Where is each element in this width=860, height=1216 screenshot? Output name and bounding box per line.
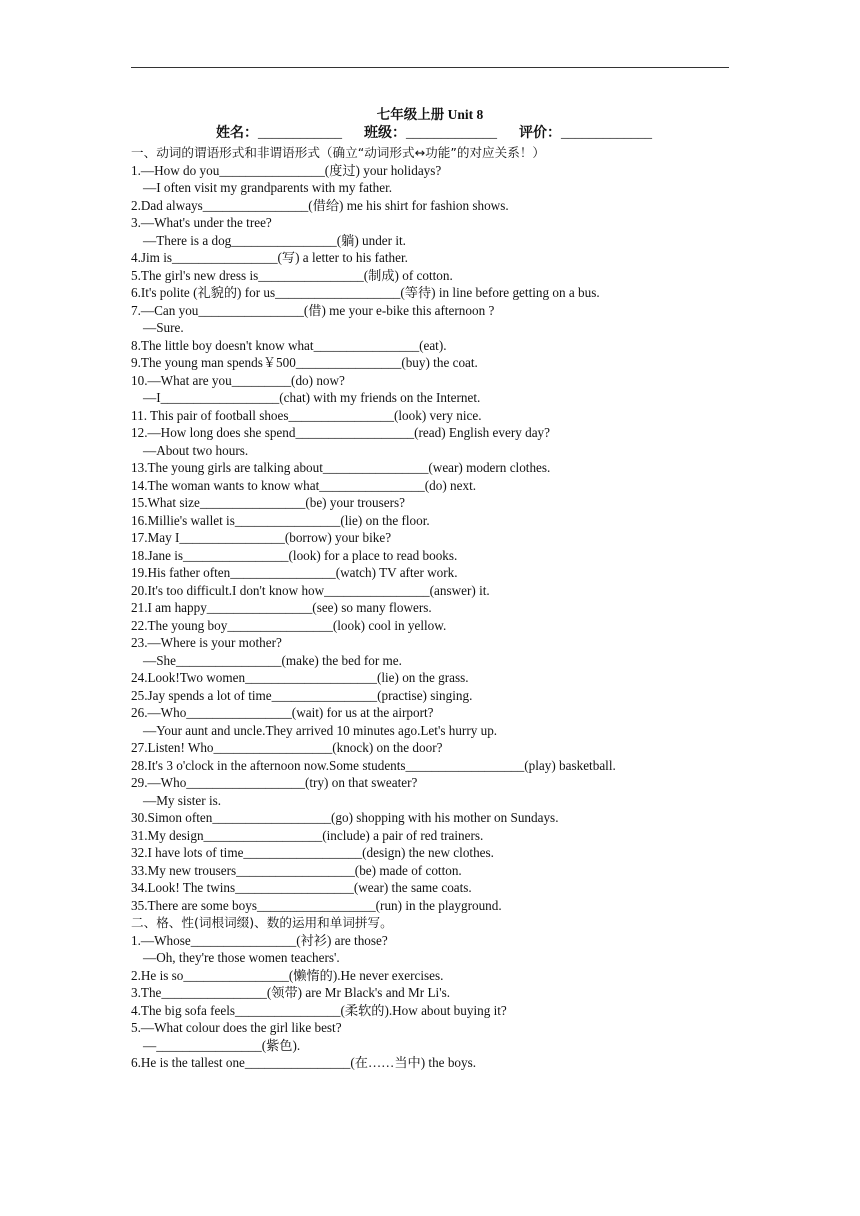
section-heading: 一、动词的谓语形式和非谓语形式（确立“动词形式↔功能”的对应关系！） xyxy=(131,145,546,160)
answer-line: —I__________________(chat) with my friends on the Internet. xyxy=(143,390,481,405)
answer-line: —There is a dog________________(躺) under it. xyxy=(143,232,406,248)
question-line: 31.My design__________________(include) a pair of red trainers. xyxy=(131,827,484,843)
eval-blank: _____________ xyxy=(561,126,652,141)
question-line: 7.—Can you________________(借) me your e-bike this afternoon ? xyxy=(131,302,495,318)
question-line: 16.Millie's wallet is________________(lie) on the floor. xyxy=(131,512,430,528)
question-line: 4.The big sofa feels________________(柔软的).How about buying it? xyxy=(131,1002,507,1018)
answer-line: —Oh, they're those women teachers'. xyxy=(143,950,340,965)
question-line: 33.My new trousers__________________(be) made of cotton. xyxy=(131,862,462,878)
question-line: 35.There are some boys__________________(run) in the playground. xyxy=(131,897,502,913)
question-line: 25.Jay spends a lot of time________________(practise) singing. xyxy=(131,687,473,703)
question-line: 20.It's too difficult.I don't know how________________(answer) it. xyxy=(131,582,490,598)
question-line: 28.It's 3 o'clock in the afternoon now.Some students__________________(play) basketball. xyxy=(131,757,616,773)
section-heading: 二、格、性(词根词缀)、数的运用和单词拼写。 xyxy=(131,915,393,930)
student-info-row xyxy=(216,124,652,144)
question-line: 18.Jane is________________(look) for a place to read books. xyxy=(131,547,458,563)
question-line: 29.—Who__________________(try) on that sweater? xyxy=(131,775,418,790)
question-line: 6.It's polite (礼貌的) for us___________________(等待) in line before getting on a bus. xyxy=(131,285,600,300)
question-line: 3.—What's under the tree? xyxy=(131,215,272,230)
exercise-list xyxy=(131,144,731,1072)
class-blank: _____________ xyxy=(406,126,497,141)
answer-line: —________________(紫色). xyxy=(143,1037,301,1053)
question-line: 2.He is so________________(懒惰的).He never exercises. xyxy=(131,967,444,983)
question-line: 9.The young man spends￥500________________(buy) the coat. xyxy=(131,355,478,370)
question-line: 32.I have lots of time__________________(design) the new clothes. xyxy=(131,845,494,860)
answer-line: —I often visit my grandparents with my father. xyxy=(143,180,393,195)
question-line: 2.Dad always________________(借给) me his shirt for fashion shows. xyxy=(131,197,509,213)
question-line: 17.May I________________(borrow) your bike? xyxy=(131,530,392,545)
question-line: 24.Look!Two women____________________(lie) on the grass. xyxy=(131,670,469,685)
class-label: 班级： xyxy=(364,126,406,141)
question-line: 15.What size________________(be) your trousers? xyxy=(131,495,405,510)
question-line: 30.Simon often__________________(go) shopping with his mother on Sundays. xyxy=(131,810,559,825)
question-line: 12.—How long does she spend__________________(read) English every day? xyxy=(131,425,550,440)
question-line: 26.—Who________________(wait) for us at the airport? xyxy=(131,705,434,720)
question-line: 3.The________________(领带) are Mr Black's and Mr Li's. xyxy=(131,985,450,1000)
answer-line: —She________________(make) the bed for me. xyxy=(143,652,402,668)
answer-line: —Your aunt and uncle.They arrived 10 minutes ago.Let's hurry up. xyxy=(143,722,498,738)
question-line: 5.The girl's new dress is________________(制成) of cotton. xyxy=(131,267,453,283)
name-label: 姓名： xyxy=(216,126,258,141)
question-line: 1.—How do you________________(度过) your holidays? xyxy=(131,162,442,178)
question-line: 34.Look! The twins__________________(wear) the same coats. xyxy=(131,880,472,895)
header-rule xyxy=(131,67,729,68)
question-line: 5.—What colour does the girl like best? xyxy=(131,1020,342,1035)
question-line: 21.I am happy________________(see) so many flowers. xyxy=(131,600,432,615)
answer-line: —About two hours. xyxy=(143,442,249,458)
worksheet-title: 七年级上册 Unit 8 xyxy=(376,107,484,122)
question-line: 6.He is the tallest one________________(在……当中) the boys. xyxy=(131,1055,477,1070)
name-blank: ____________ xyxy=(258,126,342,141)
question-line: 19.His father often________________(watch) TV after work. xyxy=(131,565,458,580)
eval-label: 评价： xyxy=(519,126,561,141)
question-line: 8.The little boy doesn't know what________________(eat). xyxy=(131,337,447,353)
question-line: 11. This pair of football shoes________________(look) very nice. xyxy=(131,407,482,423)
answer-line: —Sure. xyxy=(143,320,184,335)
answer-line: —My sister is. xyxy=(143,792,222,808)
question-line: 23.—Where is your mother? xyxy=(131,635,282,650)
question-line: 14.The woman wants to know what________________(do) next. xyxy=(131,477,477,493)
question-line: 10.—What are you_________(do) now? xyxy=(131,372,345,388)
question-line: 4.Jim is________________(写) a letter to his father. xyxy=(131,250,408,265)
question-line: 22.The young boy________________(look) cool in yellow. xyxy=(131,617,447,633)
question-line: 1.—Whose________________(衬衫) are those? xyxy=(131,932,388,948)
question-line: 27.Listen! Who__________________(knock) on the door? xyxy=(131,740,443,755)
question-line: 13.The young girls are talking about________________(wear) modern clothes. xyxy=(131,460,551,475)
